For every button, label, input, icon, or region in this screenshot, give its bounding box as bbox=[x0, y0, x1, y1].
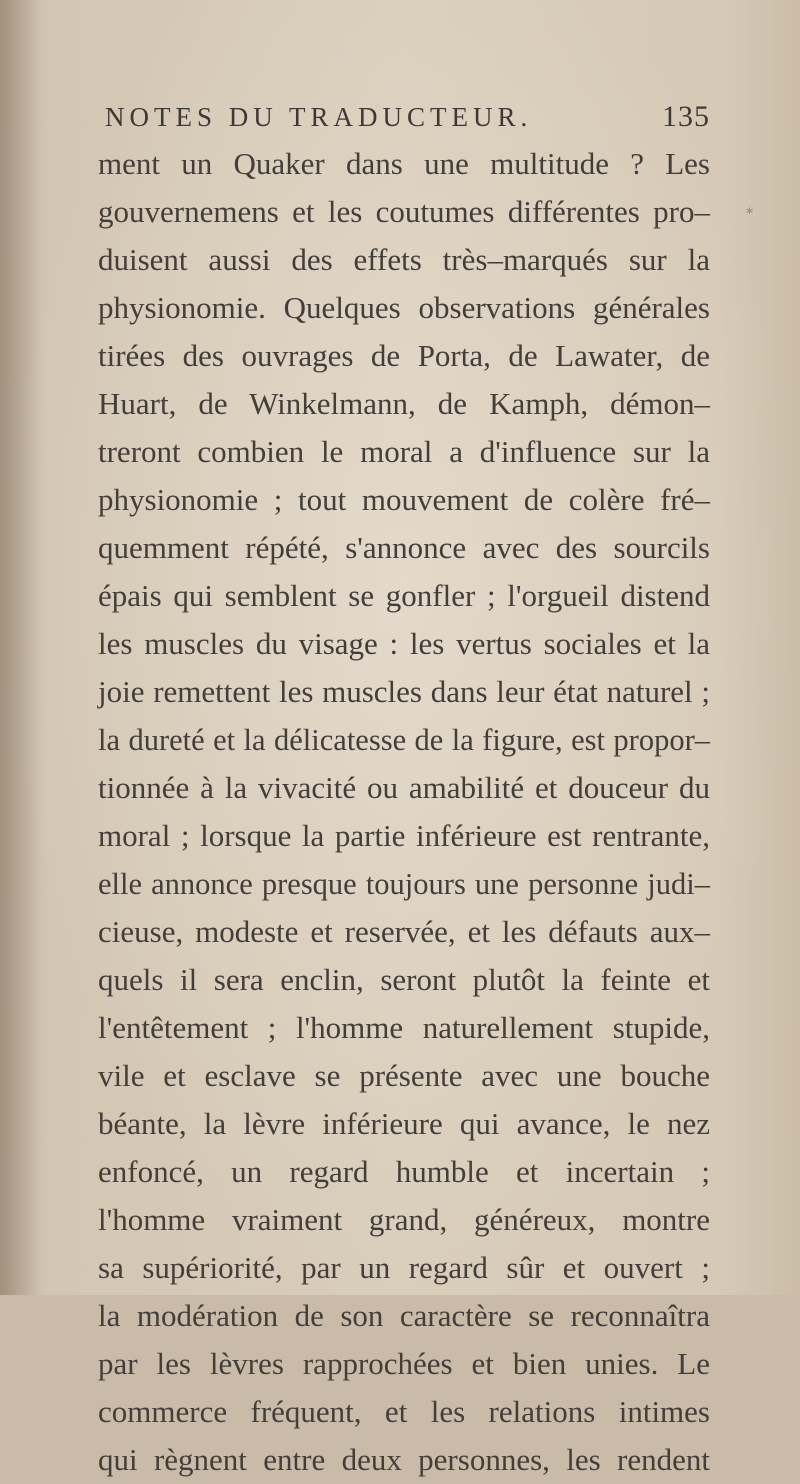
text-line: moral ; lorsque la partie inférieure est rentrante, bbox=[98, 818, 710, 853]
text-line: quemment répété, s'annonce avec des sourcils bbox=[98, 530, 710, 565]
text-line: tionnée à la vivacité ou amabilité et douceur du bbox=[98, 770, 710, 805]
text-line: béante, la lèvre inférieure qui avance, le nez bbox=[98, 1106, 710, 1141]
text-line: sa supériorité, par un regard sûr et ouvert ; bbox=[98, 1250, 710, 1285]
text-line: l'homme vraiment grand, généreux, montre bbox=[98, 1202, 710, 1237]
text-line: gouvernemens et les coutumes différentes pro– bbox=[98, 194, 710, 229]
text-line: l'entêtement ; l'homme naturellement stupide, bbox=[98, 1010, 710, 1045]
text-line: Huart, de Winkelmann, de Kamph, démon– bbox=[98, 386, 710, 421]
text-line: par les lèvres rapprochées et bien unies. Le bbox=[98, 1346, 710, 1381]
body-text bbox=[98, 140, 710, 1484]
page-number: 135 bbox=[662, 100, 710, 133]
text-line: les muscles du visage : les vertus sociales et la bbox=[98, 626, 710, 661]
text-line: treront combien le moral a d'influence sur la bbox=[98, 434, 710, 469]
text-line: physionomie. Quelques observations générales bbox=[98, 290, 710, 325]
text-line: qui règnent entre deux personnes, les rendent bbox=[98, 1442, 710, 1477]
text-line: physionomie ; tout mouvement de colère fré– bbox=[98, 482, 710, 517]
text-line: duisent aussi des effets très–marqués sur la bbox=[98, 242, 710, 277]
text-line: épais qui semblent se gonfler ; l'orgueil distend bbox=[98, 578, 710, 613]
text-line: enfoncé, un regard humble et incertain ; bbox=[98, 1154, 710, 1189]
text-line: joie remettent les muscles dans leur état naturel ; bbox=[98, 674, 710, 709]
text-line: quels il sera enclin, seront plutôt la feinte et bbox=[98, 962, 710, 997]
text-line: la dureté et la délicatesse de la figure, est propor– bbox=[98, 723, 710, 757]
text-line: elle annonce presque toujours une personne judi– bbox=[98, 867, 710, 901]
text-line: tirées des ouvrages de Porta, de Lawater, de bbox=[98, 338, 710, 373]
text-line: commerce fréquent, et les relations intimes bbox=[98, 1394, 710, 1429]
text-line: ment un Quaker dans une multitude ? Les bbox=[98, 146, 710, 181]
text-line: cieuse, modeste et reservée, et les défauts aux– bbox=[98, 914, 710, 949]
text-line: la modération de son caractère se reconnaîtra bbox=[98, 1298, 710, 1333]
running-head: NOTES DU TRADUCTEUR. bbox=[105, 102, 533, 132]
margin-mark: * bbox=[746, 206, 753, 222]
page-header bbox=[100, 100, 710, 140]
text-line: vile et esclave se présente avec une bouche bbox=[98, 1058, 710, 1093]
